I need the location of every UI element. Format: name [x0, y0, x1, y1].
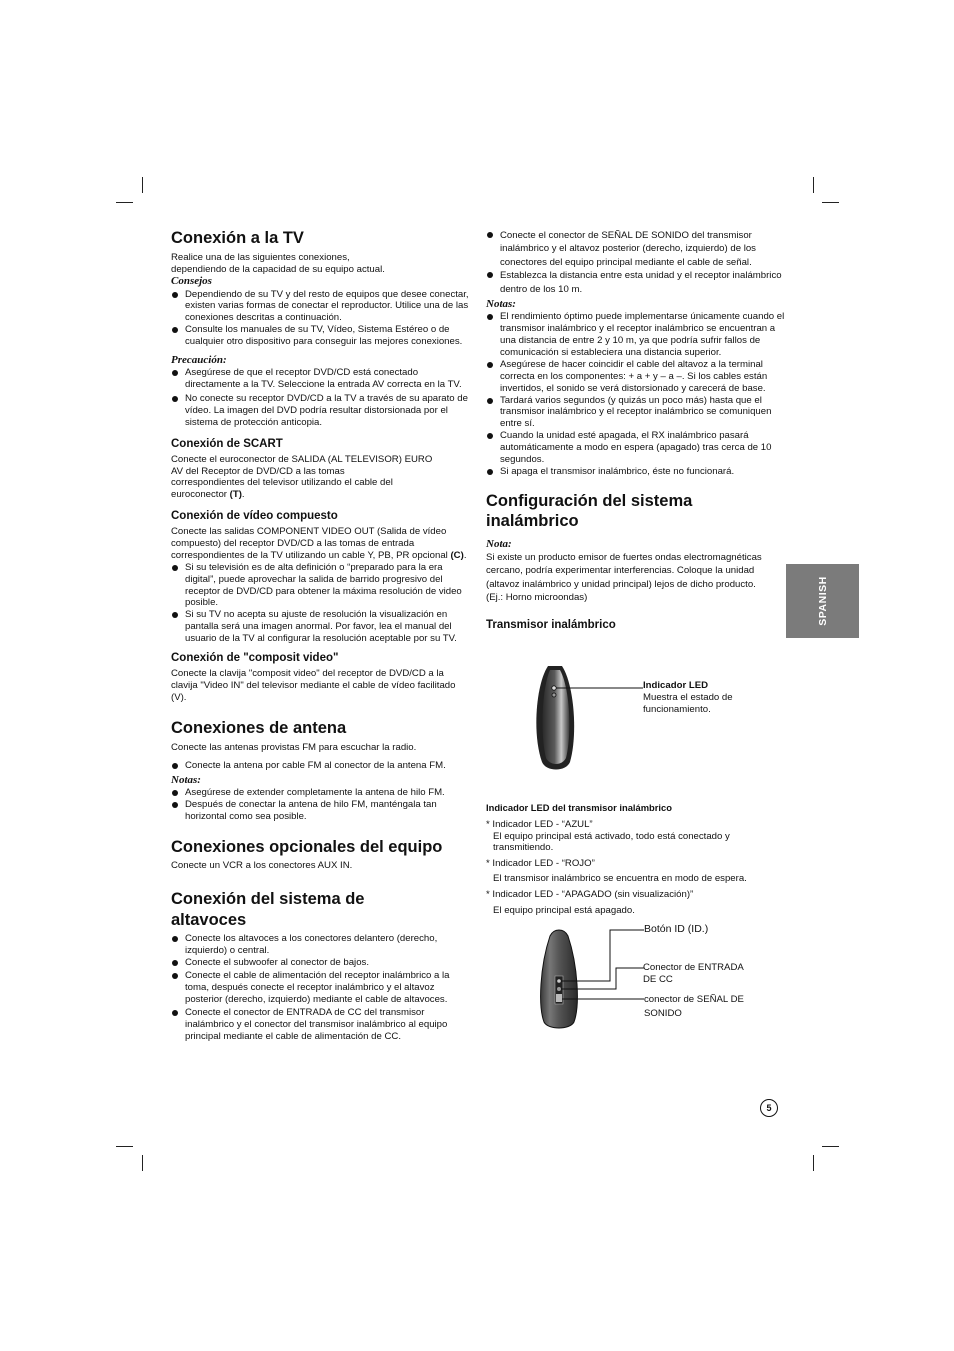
nota-label: Nota:: [486, 538, 512, 551]
callout-signal-line: SONIDO: [644, 1007, 682, 1019]
notes-label: Notas:: [486, 298, 516, 311]
list-item: Después de conectar la antena de hilo FM, manténgala tan horizontal como sea posible.: [171, 799, 469, 823]
component-key: (C): [450, 549, 464, 561]
crop-mark: [116, 1146, 133, 1147]
antenna-notes-label: Notas:: [171, 774, 201, 787]
list-item: Asegúrese de extender completamente la antena de hilo FM.: [171, 787, 469, 799]
tv-intro-line: dependiendo de la capacidad de su equipo actual.: [171, 263, 385, 275]
led-callout: [643, 680, 783, 716]
section-heading-config: Configuración del sistema inalámbrico: [486, 491, 693, 531]
list-item: Establezca la distancia entre esta unidad y el receptor inalámbrico dentro de los 10 m.: [486, 269, 786, 296]
callout-signal-line: conector de SEÑAL DE: [644, 994, 744, 1005]
callout-dc-input: [643, 962, 744, 987]
led-table-heading: Indicador LED del transmisor inalámbrico: [486, 802, 672, 813]
antenna-notes-list: [171, 787, 469, 823]
right-column: [486, 229, 786, 633]
list-item: Dependiendo de su TV y del resto de equipos que desee conectar, existen varias formas de conectar el reproductor. Utilice una de las conexiones descritas a continuación.: [171, 289, 469, 325]
scart-key: (T): [229, 489, 242, 501]
list-item: Cuando la unidad esté apagada, el RX inalámbrico pasará automáticamente a modo en espera (apagado) tras cerca de 10 segundos.: [486, 430, 786, 466]
scart-line: euroconector (T).: [171, 489, 245, 501]
callout-id-button: [644, 923, 708, 936]
subheading-scart: Conexión de SCART: [171, 437, 283, 450]
list-item: Si apaga el transmisor inalámbrico, éste no funcionará.: [486, 466, 786, 478]
list-item: Asegúrese de que el receptor DVD/CD está conectado directamente a la TV. Seleccione la entrada AV correcta en la TV.: [171, 367, 469, 391]
crop-mark: [813, 177, 814, 193]
section-heading-tv: Conexión a la TV: [171, 229, 304, 247]
list-item: Conecte el conector de ENTRADA de CC del transmisor inalámbrico y el conector del transmisor inalámbrico al equipo principal mediante el cable de alimentación de CC.: [171, 1007, 469, 1043]
led-desc-line: Muestra el estado de: [643, 691, 733, 703]
nota-example: (Ej.: Horno microondas): [486, 591, 588, 603]
section-heading-optional: Conexiones opcionales del equipo: [171, 837, 443, 856]
crop-mark: [142, 1155, 143, 1171]
crop-mark: [813, 1155, 814, 1171]
scart-text: euroconector: [171, 489, 227, 501]
led-state-title: * Indicador LED - “ROJO”: [486, 858, 595, 870]
list-item: Conecte los altavoces a los conectores delantero (derecho, izquierdo) o central.: [171, 933, 469, 957]
crop-mark: [822, 202, 839, 203]
component-list: [171, 562, 469, 645]
list-item: Conecte el cable de alimentación del receptor inalámbrico a la toma, después conecte el receptor inalámbrico y el altavoz posterior (derecho, izquierdo) mediante el cable de altavoces.: [171, 970, 469, 1006]
list-item: Tardará varios segundos (y quizás un poco más) hasta que el transmisor inalámbrico y el receptor inalámbrico se comuniquen entre sí.: [486, 395, 786, 431]
composite-text: Conecte la clavija "composit video" del receptor de DVD/CD a la clavija "Video IN" del televisor mediante el cable de vídeo facilitado (V).: [171, 667, 456, 703]
tv-intro-line: Realice una de las siguientes conexiones,: [171, 251, 350, 263]
subheading-composite: Conexión de "composit video": [171, 652, 339, 665]
component-text: Conecte las salidas COMPONENT VIDEO OUT (Salida de vídeo compuesto) del receptor DVD/CD a las tomas de entrada correspondientes de la TV utilizando un cable Y, PB, PR opcional (C).: [171, 526, 467, 561]
crop-mark: [142, 177, 143, 193]
crop-mark: [116, 202, 133, 203]
section-heading-speakers: Conexión del sistema de altavoces: [171, 890, 365, 930]
list-item: Consulte los manuales de su TV, Vídeo, Sistema Estéreo o de cualquier otro dispositivo para conseguir las mejores conexiones.: [171, 324, 469, 348]
crop-mark: [822, 1146, 839, 1147]
section-heading-antenna: Conexiones de antena: [171, 718, 347, 737]
callout-dc-line: DE CC: [643, 974, 673, 986]
led-states: [486, 802, 786, 917]
list-item: Conecte el conector de SEÑAL DE SONIDO del transmisor inalámbrico y el altavoz posterior (derecho, izquierdo) de los conectores del equipo principal mediante el cable de señal.: [486, 229, 786, 269]
signal-list: [486, 229, 786, 296]
led-state-desc: El equipo principal está apagado.: [493, 905, 635, 916]
led-label: Indicador LED: [643, 680, 709, 691]
speaker-list: [171, 933, 469, 1043]
component-body: Conecte las salidas COMPONENT VIDEO OUT (Salida de vídeo compuesto) del receptor DVD/CD a las tomas de entrada correspondientes de la TV utilizando un cable Y, PB, PR opcional: [171, 526, 448, 561]
caution-list: [171, 367, 469, 428]
subheading-transmitter: Transmisor inalámbrico: [486, 618, 616, 631]
list-item: Asegúrese de hacer coincidir el cable del altavoz a la terminal correcta en los componentes: + a + y – a –. Si los cables están invertidos, el sonido se verá distorsionado y carecerá de base.: [486, 359, 786, 395]
scart-line: correspondientes del televisor utilizando el cable del: [171, 477, 393, 489]
transmitter-front-illustration: [528, 664, 648, 776]
caution-label: Precaución:: [171, 354, 227, 367]
transmitter-rear-illustration: [536, 926, 646, 1034]
scart-line: Conecte el euroconector de SALIDA (AL TELEVISOR) EURO: [171, 453, 433, 465]
scart-line: AV del Receptor de DVD/CD a las tomas: [171, 465, 345, 477]
nota-text: Si existe un producto emisor de fuertes ondas electromagnéticas cercano, podría experimentar interferencias. Coloque la unidad (altavoz inalámbrico y unidad principal) lejos de dicho producto.: [486, 552, 762, 590]
list-item: Conecte el subwoofer al conector de bajos.: [171, 957, 469, 969]
list-item: El rendimiento óptimo puede implementarse únicamente cuando el transmisor inalámbrico y el receptor inalámbrico se encuentran a una distancia de entre 2 y 10 m, ya que podría sufrir fallos de comunicación si estableciera una distancia superior.: [486, 311, 786, 359]
callout-dc-line: Conector de ENTRADA: [643, 962, 744, 973]
led-state-title: * Indicador LED - “APAGADO (sin visualización)”: [486, 889, 694, 901]
callout-signal: [644, 993, 744, 1021]
optional-text: Conecte un VCR a los conectores AUX IN.: [171, 859, 353, 871]
language-tab-label: SPANISH: [816, 576, 829, 626]
list-item: Si su televisión es de alta definición o “preparado para la era digital”, puede aprovechar la salida de barrido progresivo del receptor de DVD/CD para obtener la máxima resolución de video posible.: [171, 562, 469, 610]
led-state-title: * Indicador LED - “AZUL”: [486, 818, 593, 830]
antenna-text: Conecte las antenas provistas FM para escuchar la radio.: [171, 742, 417, 754]
list-item: No conecte su receptor DVD/CD a la TV a través de su aparato de vídeo. La imagen del DVD podría resultar distorsionada por el sistema de protección anticopia.: [171, 393, 469, 429]
notes-list: [486, 311, 786, 477]
subheading-component: Conexión de vídeo compuesto: [171, 510, 338, 523]
antenna-list: [171, 760, 469, 772]
tips-label: Consejos: [171, 275, 212, 288]
language-tab: [786, 564, 859, 638]
list-item: Si su TV no acepta su ajuste de resolución la visualización en pantalla será una imagen anormal. Por favor, lea el manual del usuario de la TV al configurar la resolución aceptable por su TV.: [171, 609, 469, 645]
led-state-desc: El equipo principal está activado, todo está conectado y transmitiendo.: [493, 830, 730, 854]
page-number: 5: [760, 1099, 778, 1117]
left-column: [171, 226, 469, 1043]
tips-list: [171, 289, 469, 348]
led-desc-line: funcionamiento.: [643, 703, 711, 715]
list-item: Conecte la antena por cable FM al conector de la antena FM.: [171, 760, 469, 772]
callout-id-label: Botón ID (ID.): [644, 923, 709, 935]
led-state-desc: El transmisor inalámbrico se encuentra en modo de espera.: [493, 873, 747, 885]
